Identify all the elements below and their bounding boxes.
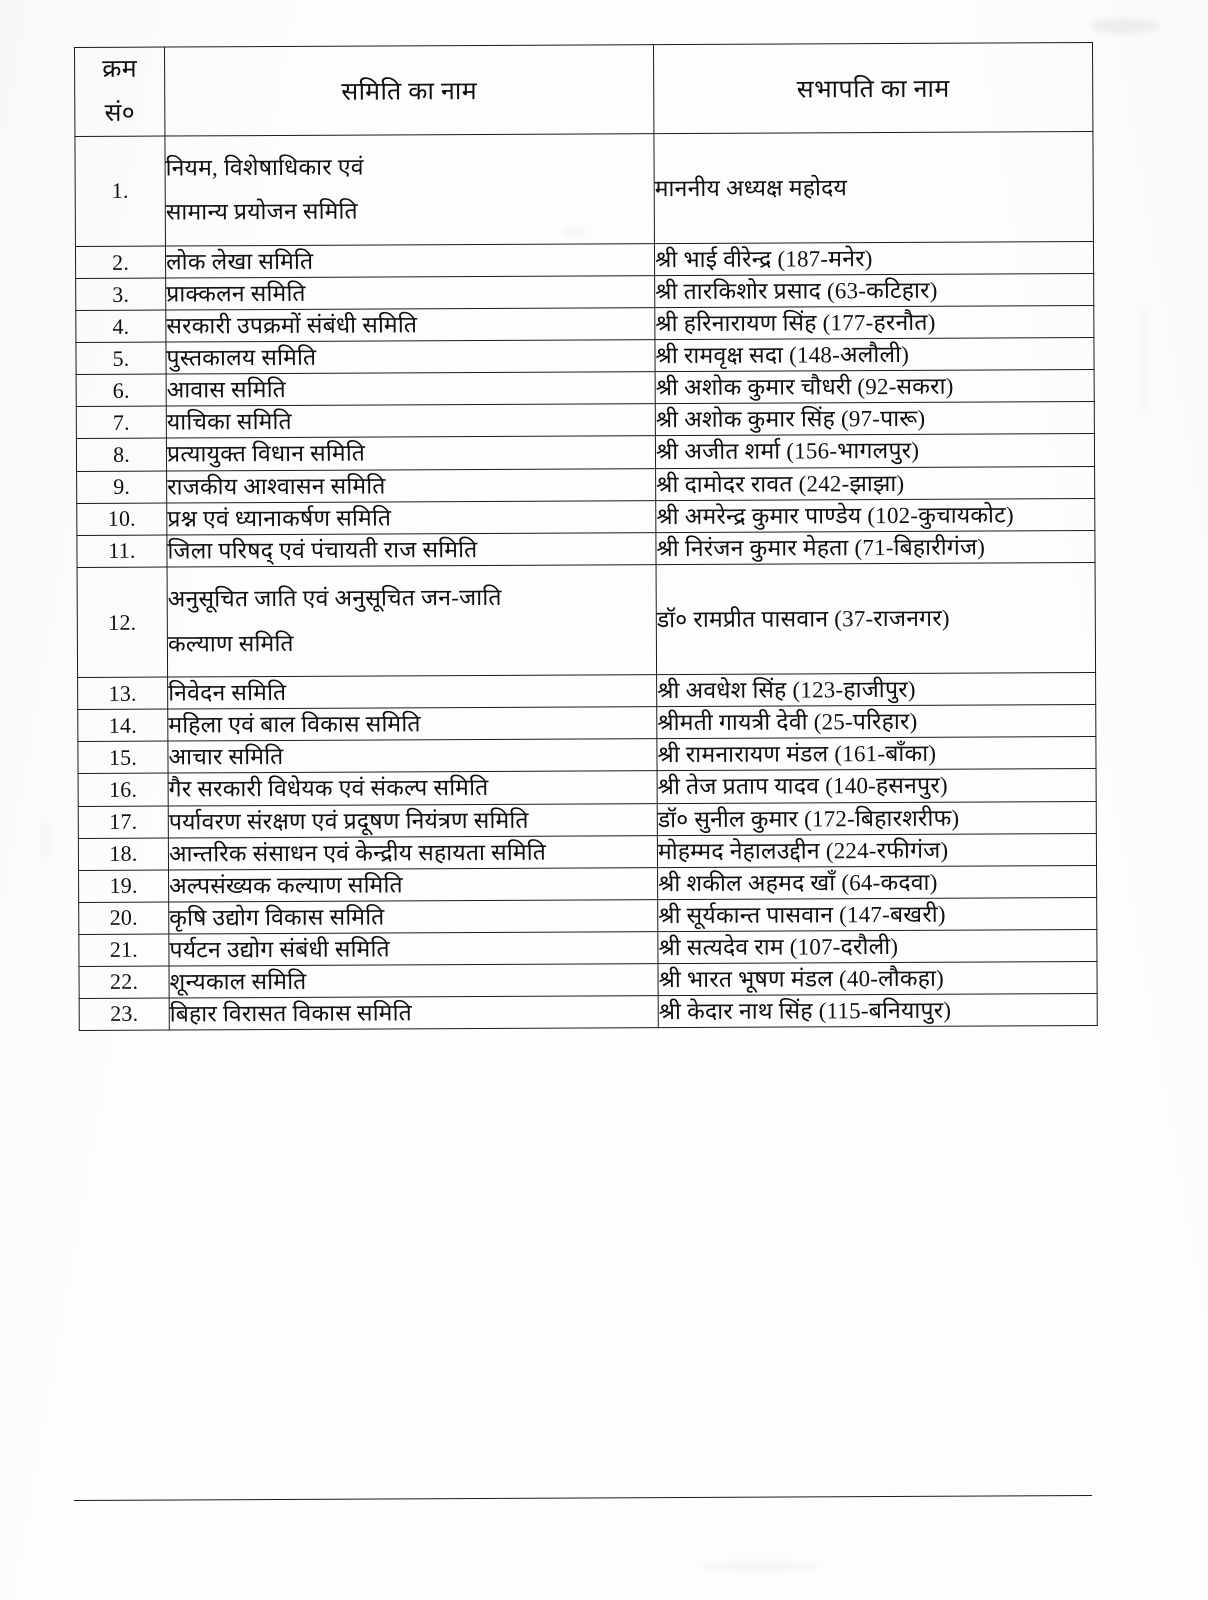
committee-name-line: लोक लेखा समिति [165,249,314,275]
table-row [79,993,1097,1030]
table-row [78,769,1096,806]
scan-artifact [1140,300,1148,420]
cell-committee-name [167,500,656,534]
committee-name-line: जिला परिषद् एवं पंचायती राज समिति [167,536,478,564]
cell-serial-number: 13. [78,677,168,709]
table-row [76,338,1094,375]
committee-name-line: आन्तरिक संसाधन एवं केन्द्रीय सहायता समिति [168,839,547,867]
committee-name-line: अनुसूचित जाति एवं अनुसूचित जन-जाति [167,584,502,612]
cell-chairperson-name: श्री शकील अहमद खाँ (64-कदवा) [658,865,1097,899]
cell-serial-number: 12. [77,567,168,678]
cell-committee-name [165,244,654,278]
table-row [76,274,1094,311]
table-row [75,242,1093,279]
table-row [79,897,1097,934]
cell-committee-name [166,436,655,470]
committee-name-line: प्राक्कलन समिति [166,281,306,307]
cell-serial-number: 5. [76,342,166,374]
header-serial-line1: क्रम [102,55,138,83]
table-row [78,801,1096,838]
cell-chairperson-name: श्री अवधेश सिंह (123-हाजीपुर) [657,673,1096,707]
cell-chairperson-name: श्री सूर्यकान्त पासवान (147-बखरी) [658,897,1097,931]
table-row [77,498,1095,535]
committee-name-line: आचार समिति [168,744,284,770]
cell-serial-number: 2. [75,246,165,278]
cell-chairperson-name: श्री केदार नाथ सिंह (115-बनियापुर) [658,993,1097,1027]
cell-chairperson-name: श्री रामवृक्ष सदा (148-अलौली) [655,338,1094,372]
committee-table [74,42,1098,1031]
cell-committee-name [165,133,655,246]
cell-serial-number: 22. [79,966,169,998]
committee-name-line: सामान्य प्रयोजन समिति [165,198,358,225]
table-row [77,562,1096,678]
committee-name-line: गैर सरकारी विधेयक एवं संकल्प समिति [168,775,489,803]
committee-name-line: राजकीय आश्वासन समिति [167,472,386,500]
committee-name-line: बिहार विरासत विकास समिति [169,1000,412,1027]
table-row [76,370,1094,407]
table-body [75,131,1097,1030]
cell-serial-number: 4. [76,310,166,342]
cell-chairperson-name: श्री रामनारायण मंडल (161-बाँका) [657,737,1096,771]
cell-committee-name [167,532,656,566]
cell-committee-name [168,675,657,709]
cell-serial-number: 6. [76,374,166,406]
header-row [75,43,1093,136]
cell-chairperson-name: श्री निरंजन कुमार मेहता (71-बिहारीगंज) [656,530,1095,564]
committee-name-line: शून्यकाल समिति [169,968,307,995]
table-row [76,402,1094,439]
cell-chairperson-name: श्री अजीत शर्मा (156-भागलपुर) [655,434,1094,468]
table-row [79,865,1097,902]
table-row [77,466,1095,503]
cell-serial-number: 9. [77,471,167,503]
committee-name-line: याचिका समिति [166,409,292,435]
committee-table-container [74,42,1097,1031]
cell-chairperson-name: माननीय अध्यक्ष महोदय [654,131,1094,244]
cell-committee-name [166,276,655,310]
header-serial-number [75,47,165,136]
cell-chairperson-name: डॉ० रामप्रीत पासवान (37-राजनगर) [656,562,1096,675]
cell-chairperson-name: श्री दामोदर रावत (242-झाझा) [656,466,1095,500]
header-committee-name: समिति का नाम [165,45,654,136]
cell-chairperson-name: श्री अशोक कुमार सिंह (97-पारू) [655,402,1094,436]
table-row [78,833,1096,870]
cell-chairperson-name: डॉ० सुनील कुमार (172-बिहारशरीफ) [657,801,1096,835]
cell-chairperson-name: श्री अशोक कुमार चौधरी (92-सकरा) [655,370,1094,404]
table-row [75,131,1094,247]
cell-serial-number: 7. [76,406,166,438]
cell-chairperson-name: श्री सत्यदेव राम (107-दरौली) [658,929,1097,963]
cell-committee-name [168,803,657,837]
cell-committee-name [166,372,655,406]
cell-committee-name [169,995,658,1029]
table-header [75,43,1093,136]
cell-serial-number: 16. [78,774,168,806]
cell-committee-name [169,931,658,965]
cell-committee-name [169,867,658,901]
table-row [78,737,1096,774]
cell-serial-number: 19. [79,870,169,902]
cell-chairperson-name: श्री भाई वीरेन्द्र (187-मनेर) [654,242,1093,276]
cell-serial-number: 21. [79,934,169,966]
committee-name-line: अल्पसंख्यक कल्याण समिति [169,872,403,899]
cell-serial-number: 23. [79,998,169,1030]
table-row [79,961,1097,998]
cell-committee-name [168,835,657,869]
cell-serial-number: 17. [78,806,168,838]
scan-artifact [40,820,50,860]
cell-committee-name [166,340,655,374]
committee-name-line: कृषि उद्योग विकास समिति [169,904,385,931]
cell-serial-number: 20. [79,902,169,934]
cell-serial-number: 8. [76,439,166,471]
cell-serial-number: 18. [78,838,168,870]
committee-name-line: सरकारी उपक्रमों संबंधी समिति [166,312,418,339]
cell-committee-name [167,468,656,502]
cell-chairperson-name: श्री हरिनारायण सिंह (177-हरनौत) [655,306,1094,340]
cell-serial-number: 3. [76,278,166,310]
table-row [77,530,1095,567]
committee-name-line: नियम, विशेषाधिकार एवं [165,154,364,181]
cell-chairperson-name: श्री तारकिशोर प्रसाद (63-कटिहार) [655,274,1094,308]
cell-chairperson-name: श्री भारत भूषण मंडल (40-लौकहा) [658,961,1097,995]
cell-serial-number: 11. [77,535,167,567]
table-row [79,929,1097,966]
cell-chairperson-name: श्री अमरेन्द्र कुमार पाण्डेय (102-कुचायकोट) [656,498,1095,532]
cell-chairperson-name: श्री तेज प्रताप यादव (140-हसनपुर) [657,769,1096,803]
committee-name-line: पर्यावरण संरक्षण एवं प्रदूषण नियंत्रण समिति [168,807,529,835]
committee-name-line: प्रश्न एवं ध्यानाकर्षण समिति [167,505,392,532]
cell-serial-number: 1. [75,136,166,247]
cell-committee-name [169,899,658,933]
cell-chairperson-name: मोहम्मद नेहालउद्दीन (224-रफीगंज) [657,833,1096,867]
table-row [76,434,1094,471]
cell-committee-name [166,404,655,438]
table-row [76,306,1094,343]
committee-name-line: आवास समिति [166,377,287,403]
cell-serial-number: 14. [78,709,168,741]
cell-committee-name [168,707,657,741]
cell-committee-name [168,771,657,805]
cell-serial-number: 15. [78,741,168,773]
scan-artifact [1090,18,1160,34]
cell-committee-name [167,564,657,677]
header-chairperson-name: सभापति का नाम [653,43,1092,134]
table-row [78,673,1096,710]
cell-committee-name [166,308,655,342]
committee-name-line: महिला एवं बाल विकास समिति [168,711,421,738]
cell-serial-number: 10. [77,503,167,535]
committee-name-line: पर्यटन उद्योग संबंधी समिति [169,936,390,963]
committee-name-line: कल्याण समिति [167,630,294,657]
committee-name-line: पुस्तकालय समिति [166,345,317,371]
cell-committee-name [169,963,658,997]
cell-chairperson-name: श्रीमती गायत्री देवी (25-परिहार) [657,705,1096,739]
cell-committee-name [168,739,657,773]
committee-name-line: प्रत्यायुक्त विधान समिति [166,441,366,468]
table-row [78,705,1096,742]
header-serial-line2: सं० [104,99,136,127]
committee-name-line: निवेदन समिति [168,680,287,706]
scan-artifact [700,1560,820,1572]
